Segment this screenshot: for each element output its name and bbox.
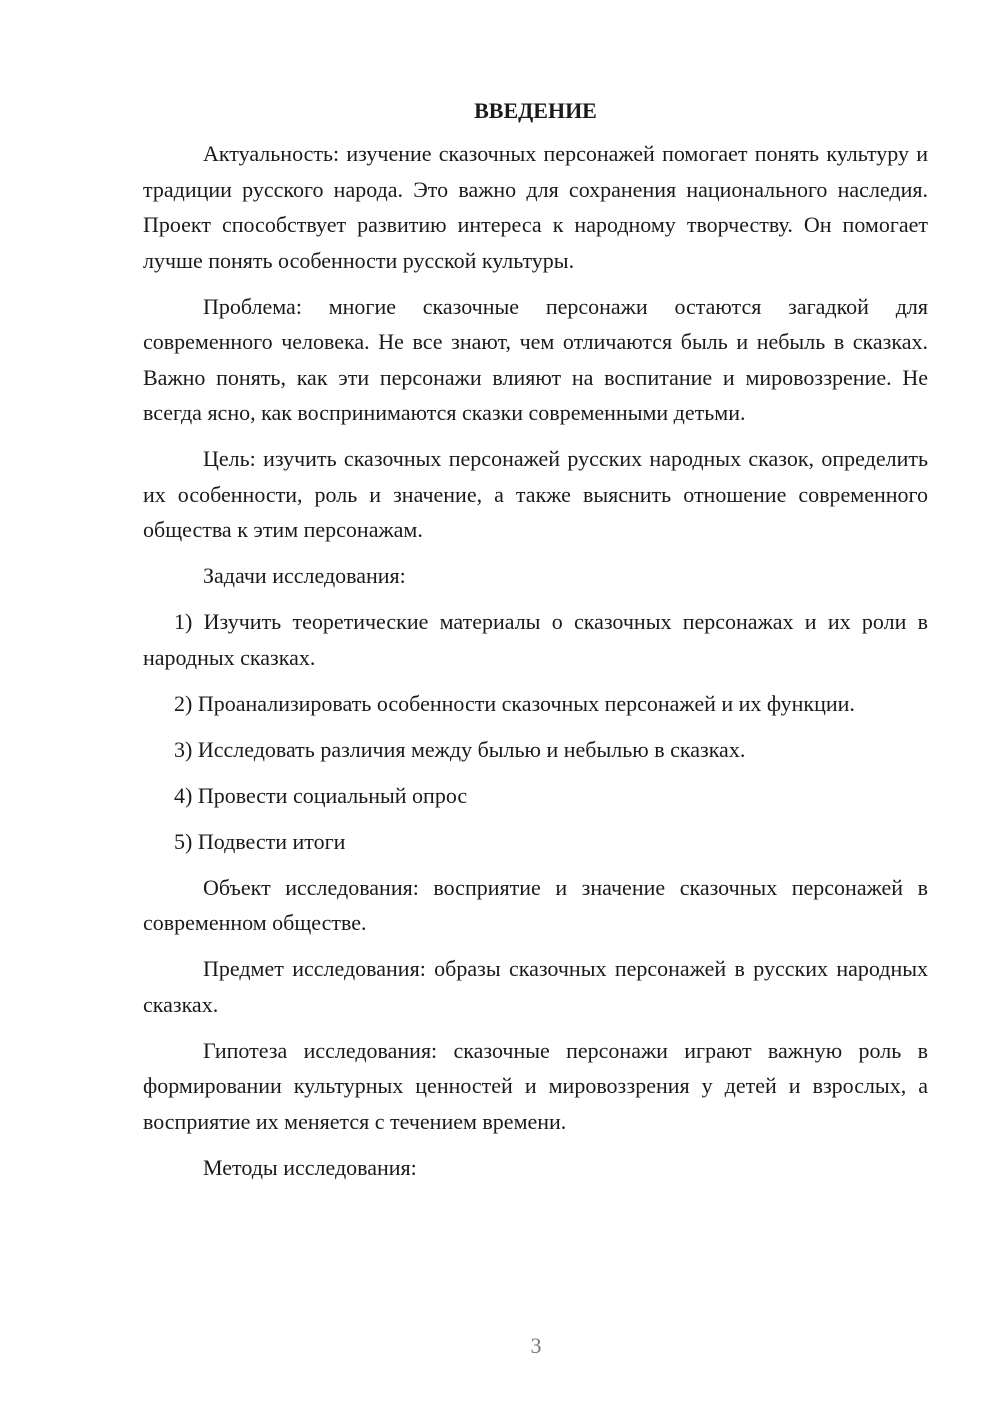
task-item: 2) Проанализировать особенности сказочных персонажей и их функции. xyxy=(174,690,855,716)
paragraph-methods-heading: Методы исследования: xyxy=(203,1154,417,1180)
paragraph-object: Объект исследования: восприятие и значение сказочных персонажей в современном обществе. xyxy=(143,874,928,935)
task-item: 1) Изучить теоретические материалы о сказочных персонажах и их роли в народных сказках. xyxy=(143,609,928,670)
paragraph-goal: Цель: изучить сказочных персонажей русских народных сказок, определить их особенности, роль и значение, а также выяснить отношение современного общества к этим персонажам. xyxy=(143,446,928,542)
page-content xyxy=(143,96,928,1196)
task-item: 3) Исследовать различия между былью и небылью в сказках. xyxy=(174,736,746,762)
page-number: 3 xyxy=(530,1333,542,1358)
paragraph-subject: Предмет исследования: образы сказочных персонажей в русских народных сказках. xyxy=(143,956,928,1017)
paragraph-hypothesis: Гипотеза исследования: сказочные персонажи играют важную роль в формировании культурных ценностей и мировоззрения у детей и взрослых, а восприятие их меняется с течением времени. xyxy=(143,1037,928,1134)
paragraph-relevance: Актуальность: изучение сказочных персонажей помогает понять культуру и традиции русского народа. Это важно для сохранения национального наследия. Проект способствует развитию интереса к народному творчеству. Он помогает лучше понять особенности русской культуры. xyxy=(143,141,928,273)
paragraph-problem: Проблема: многие сказочные персонажи остаются загадкой для современного человека. Не все знают, чем отличаются быль и небыль в сказках. Важно понять, как эти персонажи влияют на воспитание и мировоззрение. Не всегда ясно, как воспринимаются сказки современными детьми. xyxy=(143,293,928,425)
paragraph-tasks-heading: Задачи исследования: xyxy=(203,563,406,588)
task-item: 4) Провести социальный опрос xyxy=(174,782,468,808)
task-item: 5) Подвести итоги xyxy=(174,828,346,854)
section-title: ВВЕДЕНИЕ xyxy=(474,98,597,123)
